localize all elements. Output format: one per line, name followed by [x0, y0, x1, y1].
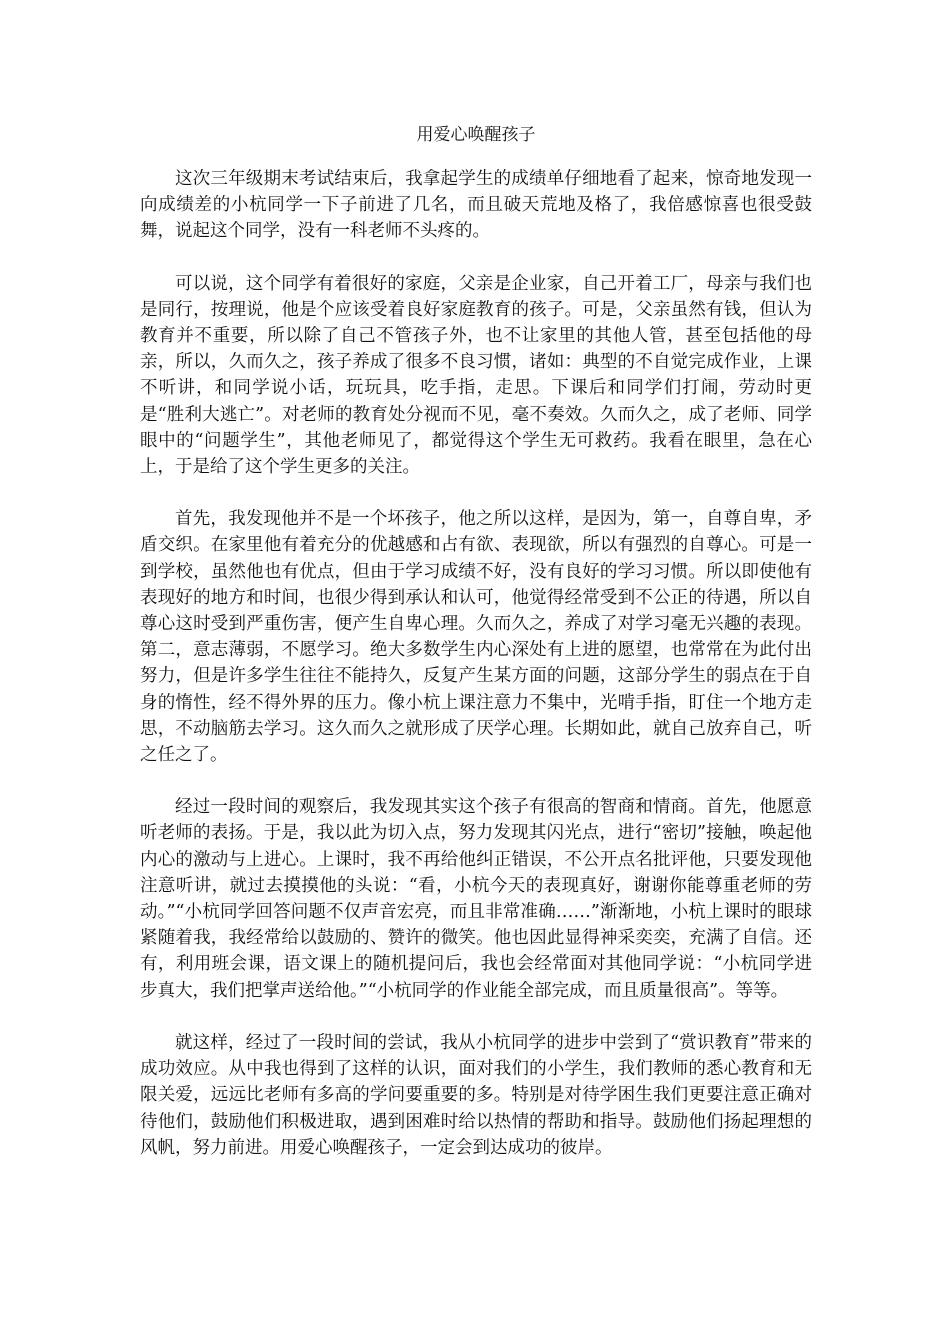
paragraph-4: 经过一段时间的观察后，我发现其实这个孩子有很高的智商和情商。首先，他愿意听老师的表扬。于是，我以此为切入点，努力发现其闪光点，进行“密切”接触，唤起他内心的激动与上进心。上课时，我不再给他纠正错误，不公开点名批评他，只要发现他注意听讲，就过去摸摸他的头说：“看，小杭今天的表现真好，谢谢你能尊重老师的劳动。”“小杭同学回答问题不仅声音宏亮，而且非常准确……”渐渐地，小杭上课时的眼球紧随着我，我经常给以鼓励的、赞许的微笑。他也因此显得神采奕奕，充满了自信。还有，利用班会课，语文课上的随机提问后，我也会经常面对其他同学说：“小杭同学进步真大，我们把掌声送给他。”“小杭同学的作业能全部完成，而且质量很高”。等等。 — [140, 797, 812, 1001]
paragraph-1: 这次三年级期末考试结束后，我拿起学生的成绩单仔细地看了起来，惊奇地发现一向成绩差的小杭同学一下子前进了几名，而且破天荒地及格了，我倍感惊喜也很受鼓舞，说起这个同学，没有一科老师不头疼的。 — [140, 169, 812, 242]
paragraph-5: 就这样，经过了一段时间的尝试，我从小杭同学的进步中尝到了“赏识教育”带来的成功效应。从中我也得到了这样的认识，面对我们的小学生，我们教师的悉心教育和无限关爱，远远比老师有多高的学问要重要的多。特别是对待学困生我们更要注意正确对待他们，鼓励他们积极进取，遇到困难时给以热情的帮助和指导。鼓励他们扬起理想的风帆，努力前进。用爱心唤醒孩子，一定会到达成功的彼岸。 — [140, 1032, 812, 1158]
paragraph-3: 首先，我发现他并不是一个坏孩子，他之所以这样，是因为，第一，自尊自卑，矛盾交织。在家里他有着充分的优越感和占有欲、表现欲，所以有强烈的自尊心。可是一到学校，虽然他也有优点，但由于学习成绩不好，没有良好的学习习惯。所以即使他有表现好的地方和时间，也很少得到承认和认可，他觉得经常受到不公正的待遇，所以自尊心这时受到严重伤害，便产生自卑心理。久而久之，养成了对学习毫无兴趣的表现。第二，意志薄弱，不愿学习。绝大多数学生内心深处有上进的愿望，也常常在为此付出努力，但是许多学生往往不能持久，反复产生某方面的问题，这部分学生的弱点在于自身的惰性，经不得外界的压力。像小杭上课注意力不集中，光啃手指，盯住一个地方走思，不动脑筋去学习。这久而久之就形成了厌学心理。长期如此，就自己放弃自己，听之任之了。 — [140, 509, 812, 766]
document-title: 用爱心唤醒孩子 — [416, 125, 536, 145]
paragraph-2: 可以说，这个同学有着很好的家庭，父亲是企业家，自己开着工厂，母亲与我们也是同行，按理说，他是个应该受着良好家庭教育的孩子。可是，父亲虽然有钱，但认为教育并不重要，所以除了自己不管孩子外，也不让家里的其他人管，甚至包括他的母亲，所以，久而久之，孩子养成了很多不良习惯，诸如：典型的不自觉完成作业，上课不听讲，和同学说小话，玩玩具，吃手指，走思。下课后和同学们打闹，劳动时更是“胜利大逃亡”。对老师的教育处分视而不见，毫不奏效。久而久之，成了老师、同学眼中的“问题学生”，其他老师见了，都觉得这个学生无可救药。我看在眼里，急在心上，于是给了这个学生更多的关注。 — [140, 273, 812, 478]
document-body — [140, 124, 812, 1187]
